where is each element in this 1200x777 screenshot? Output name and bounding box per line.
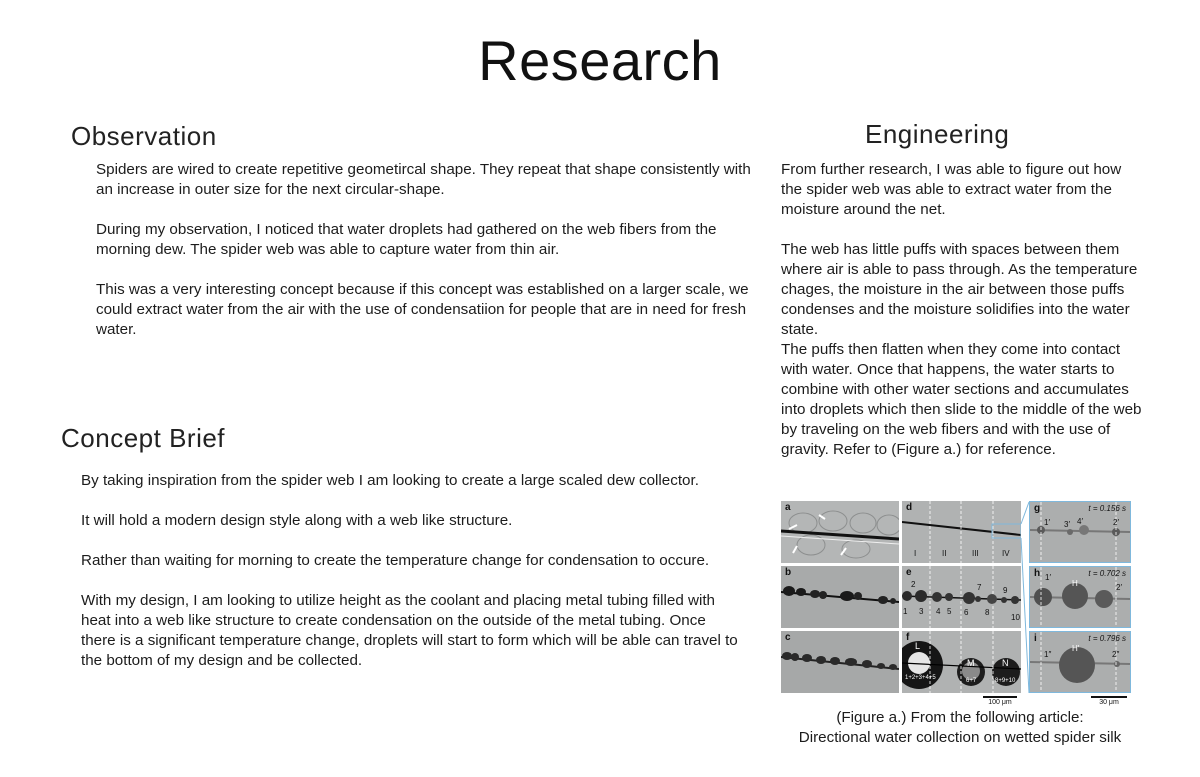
figure-panel-a [781,501,899,563]
engineering-paragraph: The web has little puffs with spaces between them where air is able to pass through. As the temperature chages, the moisture in the air between those puffs condenses and the moisture solidifies into the water state. [781,241,1138,338]
concept-paragraph: It will hold a modern design style along with a web like structure. [81,512,513,529]
engineering-text [781,160,1146,480]
panel-label-f: f [906,632,910,643]
drop-label: 1″ [1044,650,1052,659]
drop-sum: 6+7 [966,678,977,684]
panel-label-a: a [785,502,791,513]
drop-name: L [915,641,921,651]
engineering-paragraph: From further research, I was able to figure out how the spider web was able to extract water from the moisture around the net. [781,161,1122,218]
figure-panel-h [1029,566,1131,628]
drop-label: 1 [903,607,908,616]
observation-heading: Observation [71,121,217,151]
figure-caption [760,708,1160,748]
scale-label-left: 100 μm [988,699,1012,706]
figure-panel-i [1029,631,1131,693]
spider-silk-figure [781,500,1133,710]
region-label: III [972,549,979,558]
drop-label: 2′ [1113,518,1119,527]
panel-label-c: c [785,632,791,643]
concept-paragraph: With my design, I am looking to utilize height as the coolant and placing metal tubing filled with heat into a web like structure to create condensation on the outside of the metal tubing. Once there is a significant temperature change, droplets will start to form which will be able can travel to the bottom of my design and be collected. [81,592,738,669]
silk-fiber-image [781,501,899,563]
drop-label: 2″ [1112,650,1120,659]
figure-panel-c [781,631,899,693]
observation-paragraph: During my observation, I noticed that water droplets had gathered on the web fibers from the morning dew. The spider web was able to capture water from thin air. [96,221,717,258]
panel-label-g: g [1034,503,1041,514]
region-label: I [914,549,917,558]
drop-label: 5 [947,607,952,616]
time-label: t = 0.796 s [1088,634,1126,643]
figure-panel-f [902,631,1021,693]
observation-text [96,160,756,360]
drop-sum: 1+2+3+4+5 [905,675,936,681]
panel-label-d: d [906,502,913,513]
engineering-heading: Engineering [865,119,1010,149]
scale-bar-left [983,696,1017,698]
caption-line-1: (Figure a.) From the following article: [836,709,1084,726]
figure-panel-g [1029,501,1131,563]
silk-fiber-image [781,631,899,693]
drop-label: 1′ [1045,573,1051,582]
drop-name: M [967,658,975,668]
scale-label-right: 30 μm [1099,699,1119,706]
drop-name: N [1002,658,1009,668]
drop-label: 2′ [1116,583,1122,592]
drop-label: 3′ [1064,520,1070,529]
time-label: t = 0.702 s [1088,569,1126,578]
drop-label: 9 [1003,586,1008,595]
engineering-paragraph: The puffs then flatten when they come into contact with water. Once that happens, the water starts to combine with other water sections and accumulates into droplets which then slide to the middle of the web by traveling on the web fibers and with the use of gravity. Refer to (Figure a.) for reference. [781,341,1142,458]
region-label: IV [1002,549,1010,558]
concept-brief-heading: Concept Brief [61,423,226,453]
concept-paragraph: Rather than waiting for morning to create the temperature change for condensation to occure. [81,552,710,569]
drop-label: 4 [936,607,941,616]
drop-label: 4′ [1077,517,1083,526]
drop-sum: 8+9+10 [995,678,1016,684]
time-label: t = 0.156 s [1088,504,1126,513]
concept-brief-text [81,471,741,691]
panel-label-i: i [1034,633,1037,644]
drop-label: 3 [919,607,924,616]
figure-panel-d [902,501,1021,563]
figure-panel-b [781,566,899,628]
silk-fiber-image [902,566,1021,628]
scale-bar-right [1091,696,1127,698]
drop-label: 7 [977,583,982,592]
drop-label: 1′ [1044,518,1050,527]
observation-paragraph: This was a very interesting concept because if this concept was established on a larger scale, we could extract water from the air with the use of condensatiion for people that are in need for fresh water. [96,281,749,338]
concept-paragraph: By taking inspiration from the spider web I am looking to create a large scaled dew collector. [81,472,699,489]
figure-panel-e [902,566,1021,628]
silk-fiber-image [781,566,899,628]
panel-label-b: b [785,567,792,578]
drop-label: H [1072,579,1078,588]
region-label: II [942,549,947,558]
panel-label-e: e [906,567,912,578]
drop-label: 10 [1011,613,1020,622]
drop-label: 6 [964,608,969,617]
observation-paragraph: Spiders are wired to create repetitive geometircal shape. They repeat that shape consistently with an increase in outer size for the next circular-shape. [96,161,751,198]
drop-label: 2 [911,580,916,589]
drop-label: H′ [1072,644,1080,653]
drop-label: 8 [985,608,990,617]
caption-line-2: Directional water collection on wetted spider silk [798,729,1122,746]
page-title: Research [478,29,722,92]
panel-label-h: h [1034,568,1041,579]
